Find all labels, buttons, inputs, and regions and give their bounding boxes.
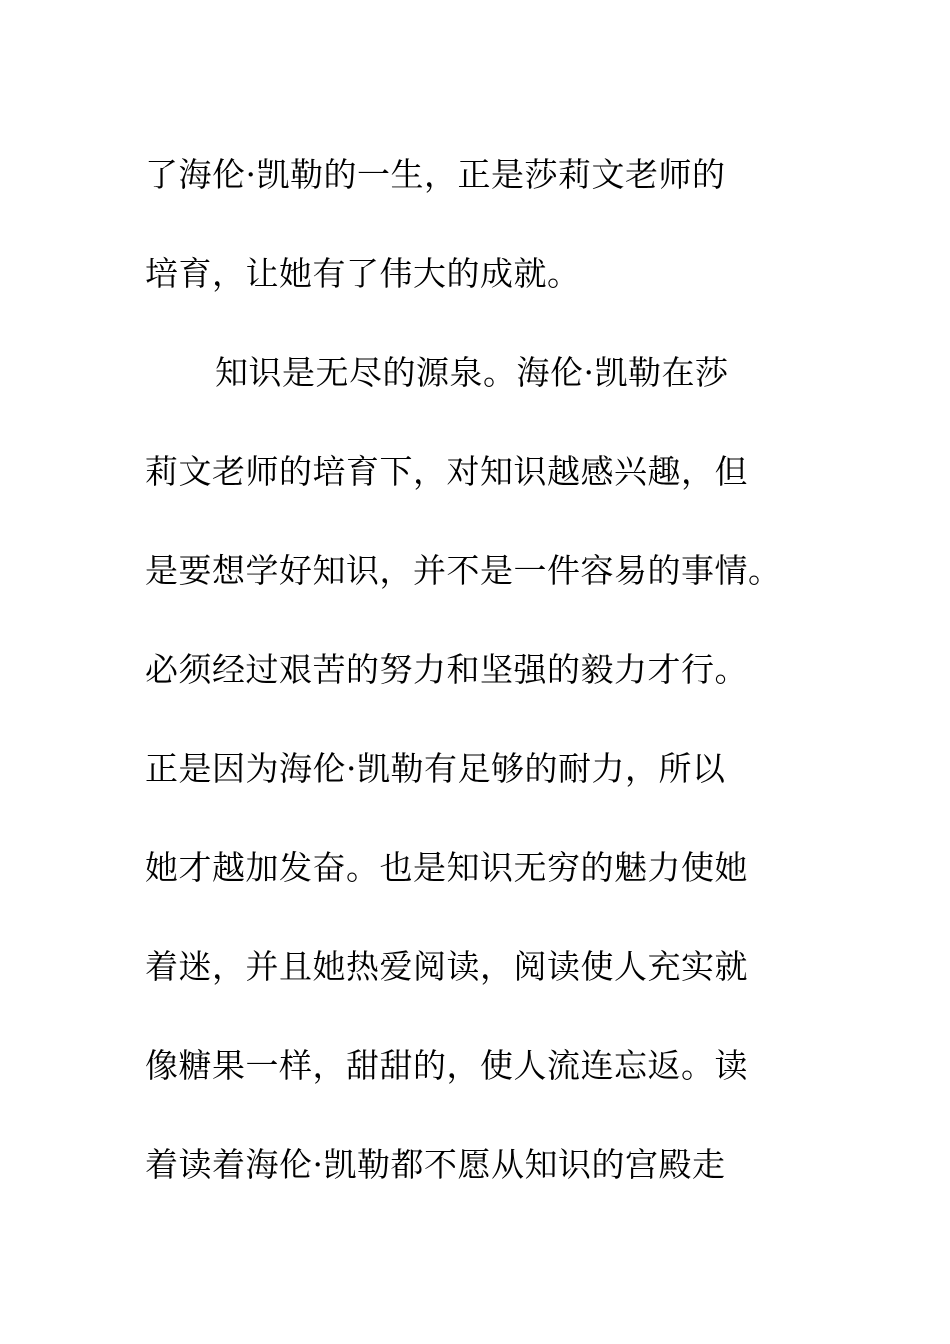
text-line: 必须经过艰苦的努力和坚强的毅力才行。 [145,650,748,689]
text-line: 是要想学好知识，并不是一件容易的事情。 [145,551,782,590]
text-line: 培育，让她有了伟大的成就。 [145,254,581,293]
text-line: 着读着海伦·凯勒都不愿从知识的宫殿走 [145,1145,726,1184]
paragraph-start-line: 知识是无尽的源泉。海伦·凯勒在莎 [215,353,729,392]
text-line: 像糖果一样，甜甜的，使人流连忘返。读 [145,1046,748,1085]
text-line: 正是因为海伦·凯勒有足够的耐力，所以 [145,749,726,788]
text-line: 莉文老师的培育下，对知识越感兴趣，但 [145,452,748,491]
text-line: 了海伦·凯勒的一生，正是莎莉文老师的 [145,155,726,194]
body-text [145,125,805,1214]
text-line: 着迷，并且她热爱阅读，阅读使人充实就 [145,947,748,986]
text-line: 她才越加发奋。也是知识无穷的魅力使她 [145,848,748,887]
